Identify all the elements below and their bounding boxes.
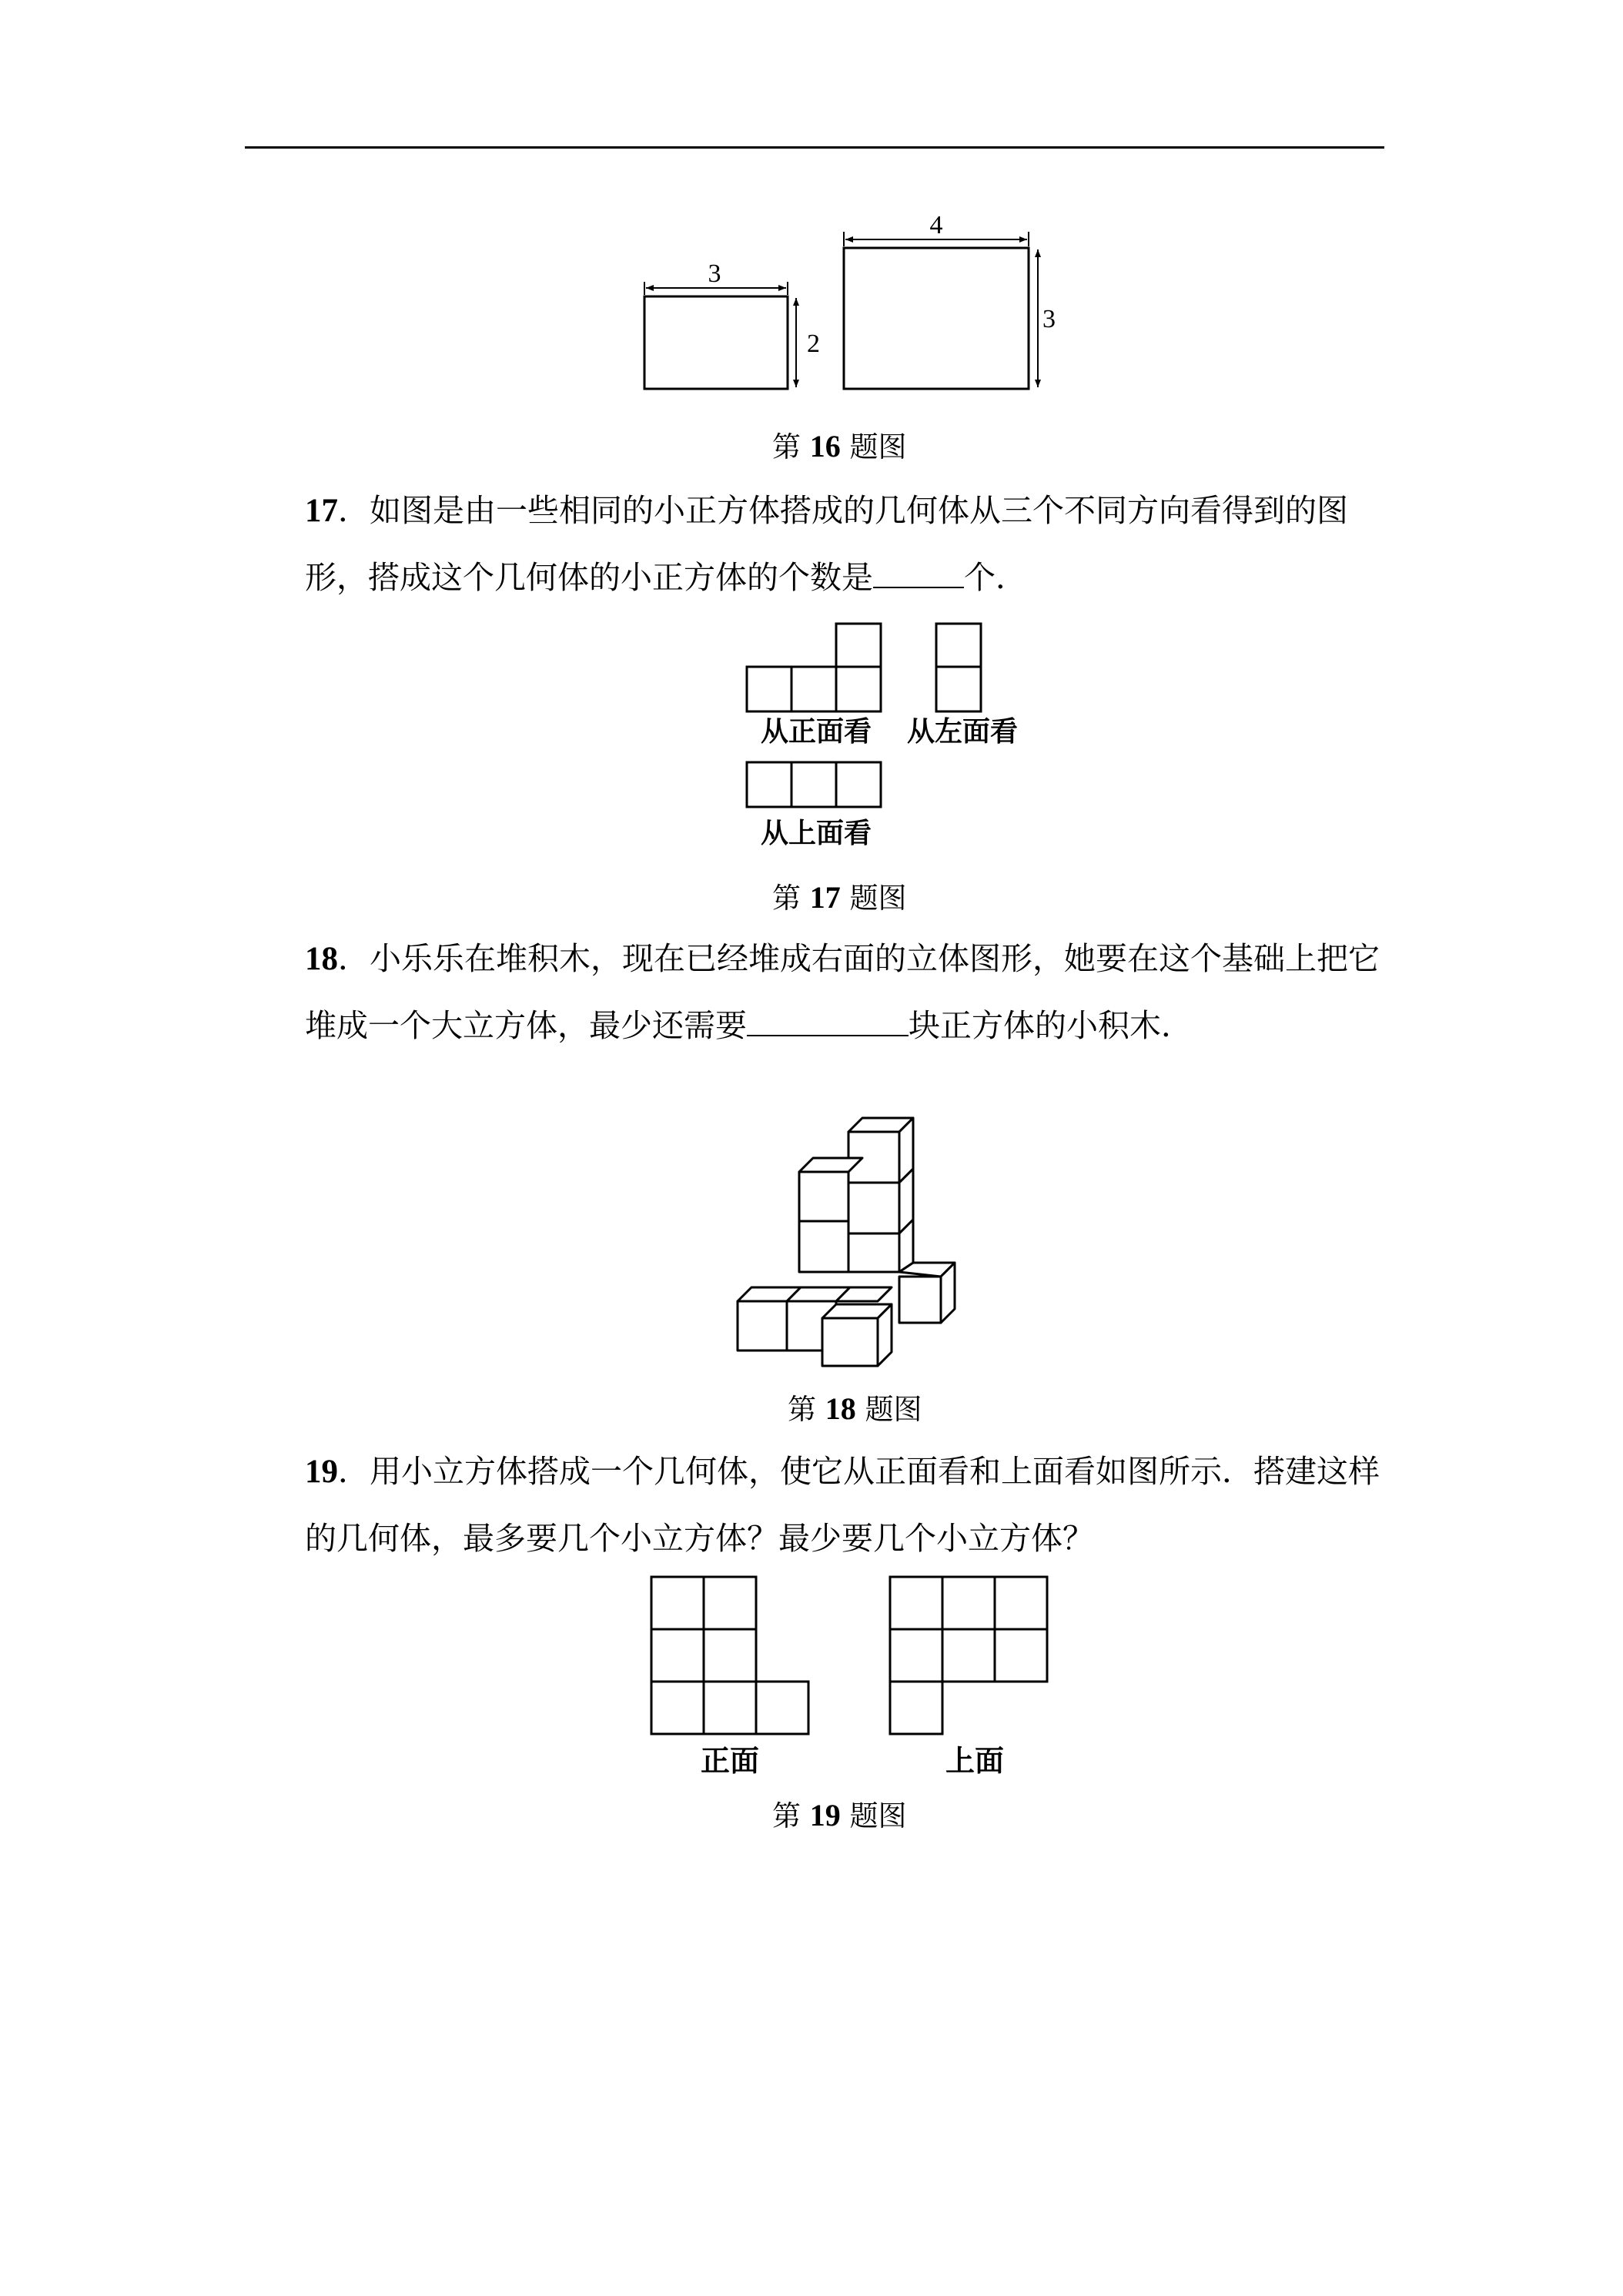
header-rule [245, 146, 1384, 149]
fig16-small-rect [644, 296, 788, 389]
fig16-diagram [631, 208, 1062, 400]
question-17-text-end: 个． [964, 559, 1027, 596]
fig16-large-width-label: 4 [929, 211, 943, 239]
fig19-front-label: 正面 [701, 1743, 760, 1778]
fig16-small-height-label: 2 [807, 330, 820, 358]
question-18 [305, 925, 1390, 1059]
fig16-small-width-label: 3 [708, 259, 721, 288]
question-19 [305, 1438, 1390, 1571]
answer-blank-17[interactable] [873, 557, 964, 588]
fig19-front-view [650, 1575, 813, 1739]
fig16-caption: 第 16 题图 [772, 429, 907, 464]
question-17-number: 17 [305, 493, 338, 529]
fig17-top-view [745, 761, 884, 810]
question-17-text: ．如图是由一些相同的小正方体搭成的几何体从三个不同方向看得到的图形，搭成这个几何体的小正方体的个数是 [305, 492, 1348, 596]
question-18-number: 18 [305, 941, 338, 977]
question-19-number: 19 [305, 1454, 338, 1490]
fig19-caption: 第 19 题图 [772, 1798, 907, 1832]
question-18-text: ．小乐乐在堆积木，现在已经堆成右面的立体图形，她要在这个基础上把它堆成一个大立方体，最少还需要 [305, 940, 1380, 1044]
fig19-top-view [888, 1575, 1052, 1739]
fig17-front-view [745, 622, 884, 715]
fig17-left-label: 从左面看 [907, 715, 1019, 748]
fig17-front-label: 从正面看 [761, 715, 872, 748]
question-17 [305, 477, 1390, 611]
fig16-large-height-label: 3 [1042, 305, 1056, 333]
fig17-left-view [935, 622, 989, 715]
question-19-text: ．用小立方体搭成一个几何体，使它从正面看和上面看如图所示．搭建这样的几何体，最多要几个小立方体？最少要几个小立方体？ [305, 1453, 1380, 1557]
fig16-large-rect [844, 248, 1029, 389]
fig18-cube-stack [731, 1116, 978, 1378]
fig19-top-label: 上面 [945, 1743, 1005, 1778]
fig18-caption: 第 18 题图 [788, 1391, 922, 1426]
question-18-text-end: 块正方体的小积木． [909, 1007, 1193, 1044]
answer-blank-18[interactable] [747, 1006, 909, 1036]
fig17-top-label: 从上面看 [761, 817, 872, 849]
fig17-caption: 第 17 题图 [772, 880, 907, 915]
